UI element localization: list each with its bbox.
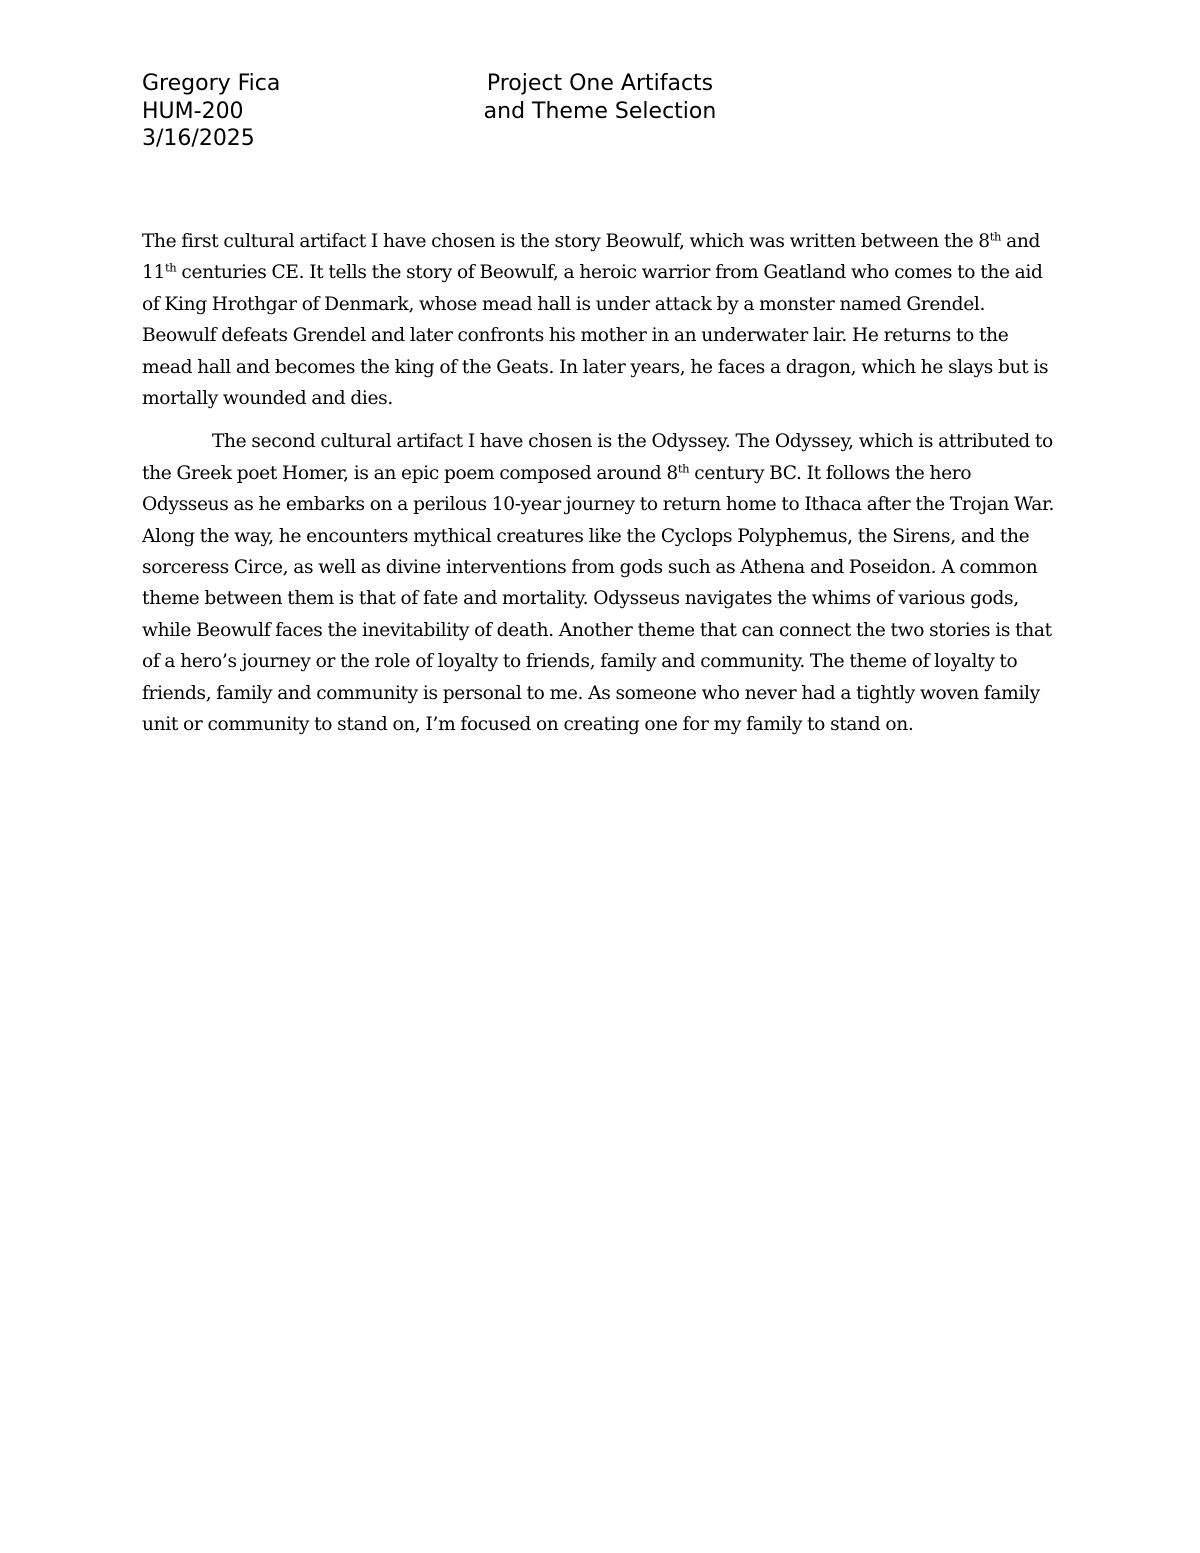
paragraph-odyssey [142,426,1062,740]
ordinal-suffix: th [989,229,1002,244]
document-body [142,226,1062,741]
document-title [440,70,760,125]
paragraph-text: The first cultural artifact I have chosen is the story Beowulf, which was written between the 8 [142,231,990,252]
author-name: Gregory Fica [142,71,281,96]
ordinal-suffix: th [677,461,690,476]
header-info [142,70,280,153]
paragraph-text: century BC. It follows the hero Odysseus as he embarks on a perilous 10-year journey to return home to Ithaca after the Trojan War. Along the way, he encounters mythical creatures like the Cyclops Polyphemus, the Sirens, and the sorceress Circe, as well as divine interventions from gods such as Athena and Poseidon. A common theme between them is that of fate and mortality. Odysseus navigates the whims of various gods, while Beowulf faces the inevitability of death. Another theme that can connect the two stories is that of a hero’s journey or the role of loyalty to friends, family and community. The theme of loyalty to friends, family and community is personal to me. As someone who never had a tightly woven family unit or community to stand on, I’m focused on creating one for my family to stand on. [142,462,1055,736]
paragraph-text: The second cultural artifact I have chosen is the Odyssey. The Odyssey, which is attributed to the Greek poet Homer, is an epic poem composed around 8 [142,431,1053,484]
paragraph-beowulf [142,226,1062,414]
ordinal-suffix: th [164,261,177,276]
title-line-1: Project One Artifacts [486,71,714,96]
course-code: HUM-200 [142,98,244,124]
title-line-2: and Theme Selection [483,98,717,124]
paragraph-text: and 11 [142,231,1041,284]
paragraph-text: centuries CE. It tells the story of Beowulf, a heroic warrior from Geatland who comes to the aid of King Hrothgar of Denmark, whose mead hall is under attack by a monster named Grendel. Beowulf defeats Grendel and later confronts his mother in an underwater lair. He returns to the mead hall and becomes the king of the Geats. In later years, he faces a dragon, which he slays but is mortally wounded and dies. [142,262,1049,410]
document-date: 3/16/2025 [142,126,255,151]
